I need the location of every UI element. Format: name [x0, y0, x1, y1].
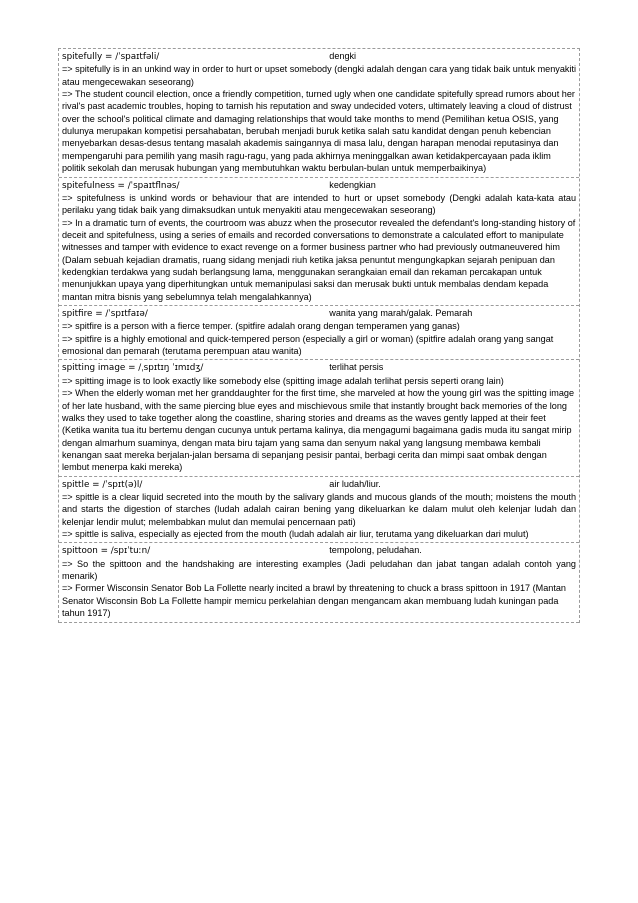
- entry-definition: => spitfire is a person with a fierce temper. (spitfire adalah orang dengan temperamen yang ganas): [62, 321, 460, 332]
- entry-headline: [62, 179, 576, 192]
- entry-term: spittoon = /spɪˈtuːn/: [62, 546, 151, 557]
- glossary-entry: [59, 360, 579, 476]
- glossary-entry: [59, 477, 579, 544]
- entry-term: spitefully = /ˈspaɪtfəli/: [62, 52, 160, 62]
- entry-headline: [62, 478, 576, 491]
- entry-gloss: dengki: [329, 51, 357, 61]
- entry-term: spitefulness = /ˈspaɪtflnəs/: [62, 180, 180, 191]
- glossary-entry: [59, 49, 579, 178]
- entry-headline: [62, 307, 576, 320]
- entry-term: spitting image = /ˌspɪtɪŋ ˈɪmɪdʒ/: [62, 363, 204, 374]
- entry-headline: [62, 50, 576, 63]
- entry-example: => When the elderly woman met her granddaughter for the first time, she marveled at how the young girl was the spitting image of her late husband, with the same piercing blue eyes and mischievous smile that instantly brought back memories of the long walks they used to take together along the coastline, sharing stories and dreams as the waves gently lapped at their feet (Ketika wanita tua itu bertemu dengan cucunya untuk pertama kalinya, dia mengagumi bagaimana gadis muda itu sangat mirip dengan almarhum suaminya, dengan mata biru tajam yang sama dan senyum nakal yang langsung membawa kembali kenangan saat mereka berjalan-jalan bersama di sepanjang pesisir pantai, berbagi cerita dan mimpi saat ombak dengan lembut menerpa kaki mereka): [62, 388, 575, 473]
- entry-example: => Former Wisconsin Senator Bob La Follette nearly incited a brawl by threatening to chuck a brass spittoon in 1917 (Mantan Senator Wisconsin Bob La Follette hampir memicu perkelahian dengan mengancam akan membuang ludah kuningan pada tahun 1917): [62, 583, 566, 619]
- entry-definition: => spittle is a clear liquid secreted into the mouth by the salivary glands and mucous glands of the mouth; moistens the mouth and starts the digestion of starches (ludah adalah cairan bening yang dikeluarkan ke dalam mulut oleh kelenjar ludah dan kelenjar lendir mulut; melembabkan mulut dan memulai pencernaan pati): [62, 492, 576, 527]
- entry-gloss: terlihat persis: [329, 362, 384, 373]
- entry-example: => The student council election, once a friendly competition, turned ugly when one candidate spitefully spread rumors about her rival's past academic troubles, hoping to tarnish his reputation and sway undecided voters, ultimately leaving a cloud of distrust over the school's political climate and damaging relationships that would take months to mend (Pemilihan ketua OSIS, yang dulunya merupakan kompetisi persahabatan, berubah menjadi buruk ketika salah satu kandidat dengan penuh kebencian menyebarkan desas-desus tentang masalah akademis saingannya di masa lalu, dengan harapan menodai reputasinya dan mempengaruhi para pemilih yang masih ragu-ragu, yang pada akhirnya meninggalkan awan ketidakpercayaan pada iklim politik sekolah dan merusak hubungan yang membutuhkan waktu berbulan-bulan untuk memperbaikinya): [62, 89, 575, 174]
- entry-term: spitfire = /ˈspɪtfaɪə/: [62, 309, 148, 319]
- entry-definition: => spitefully is in an unkind way in order to hurt or upset somebody (dengki adalah dengan cara yang tidak baik untuk menyakiti atau mengecewakan seseorang): [62, 64, 576, 87]
- entry-gloss: air ludah/liur.: [329, 478, 381, 489]
- entry-definition: => So the spittoon and the handshaking are interesting examples (Jadi peludahan dan jabat tangan adalah contoh yang menarik): [62, 558, 576, 582]
- entry-term: spittle = /ˈspɪt(ə)l/: [62, 479, 143, 490]
- glossary-entry: [59, 178, 579, 307]
- entry-headline: [62, 361, 576, 374]
- glossary-entry: [59, 306, 579, 360]
- entry-example: => spitfire is a highly emotional and quick-tempered person (especially a girl or woman) (spitfire adalah orang yang sangat emosional dan pemarah (terutama perempuan atau wanita): [62, 333, 554, 357]
- entry-example: => In a dramatic turn of events, the courtroom was abuzz when the prosecutor revealed the defendant's long-standing history of deceit and spitefulness, using a series of emails and recorded conversations to demonstrate a calculated effort to manipulate witnesses and tamper with evidence to exact revenge on a former business partner who had previously outmaneuvered him (Dalam sebuah kejadian dramatis, ruang sidang menjadi riuh ketika jaksa penuntut mengungkapkan sejarah penipuan dan kedengkian terdakwa yang sudah berlangsung lama, menggunakan serangkaian email dan rekaman percakapan untuk menunjukkan upaya yang diperhitungkan untuk memanipulasi saksi dan merusak bukti untuk membalas dendam kepada mantan mitra bisnis yang sebelumnya telah mengalahkannya): [62, 217, 576, 302]
- entry-gloss: kedengkian: [329, 179, 376, 190]
- entry-example: => spittle is saliva, especially as ejected from the mouth (ludah adalah air liur, terutama yang dikeluarkan dari mulut): [62, 529, 529, 540]
- entry-gloss: tempolong, peludahan.: [329, 545, 422, 556]
- entry-gloss: wanita yang marah/galak. Pemarah: [329, 308, 473, 318]
- entry-headline: [62, 544, 576, 557]
- glossary-entry: [59, 543, 579, 622]
- glossary-table: [58, 48, 580, 623]
- entry-definition: => spitefulness is unkind words or behaviour that are intended to hurt or upset somebody (Dengki adalah kata-kata atau perilaku yang tidak baik yang dimaksudkan untuk menyakiti atau mengecewakan seseorang): [62, 192, 576, 216]
- entry-definition: => spitting image is to look exactly like somebody else (spitting image adalah terlihat persis seperti orang lain): [62, 375, 504, 386]
